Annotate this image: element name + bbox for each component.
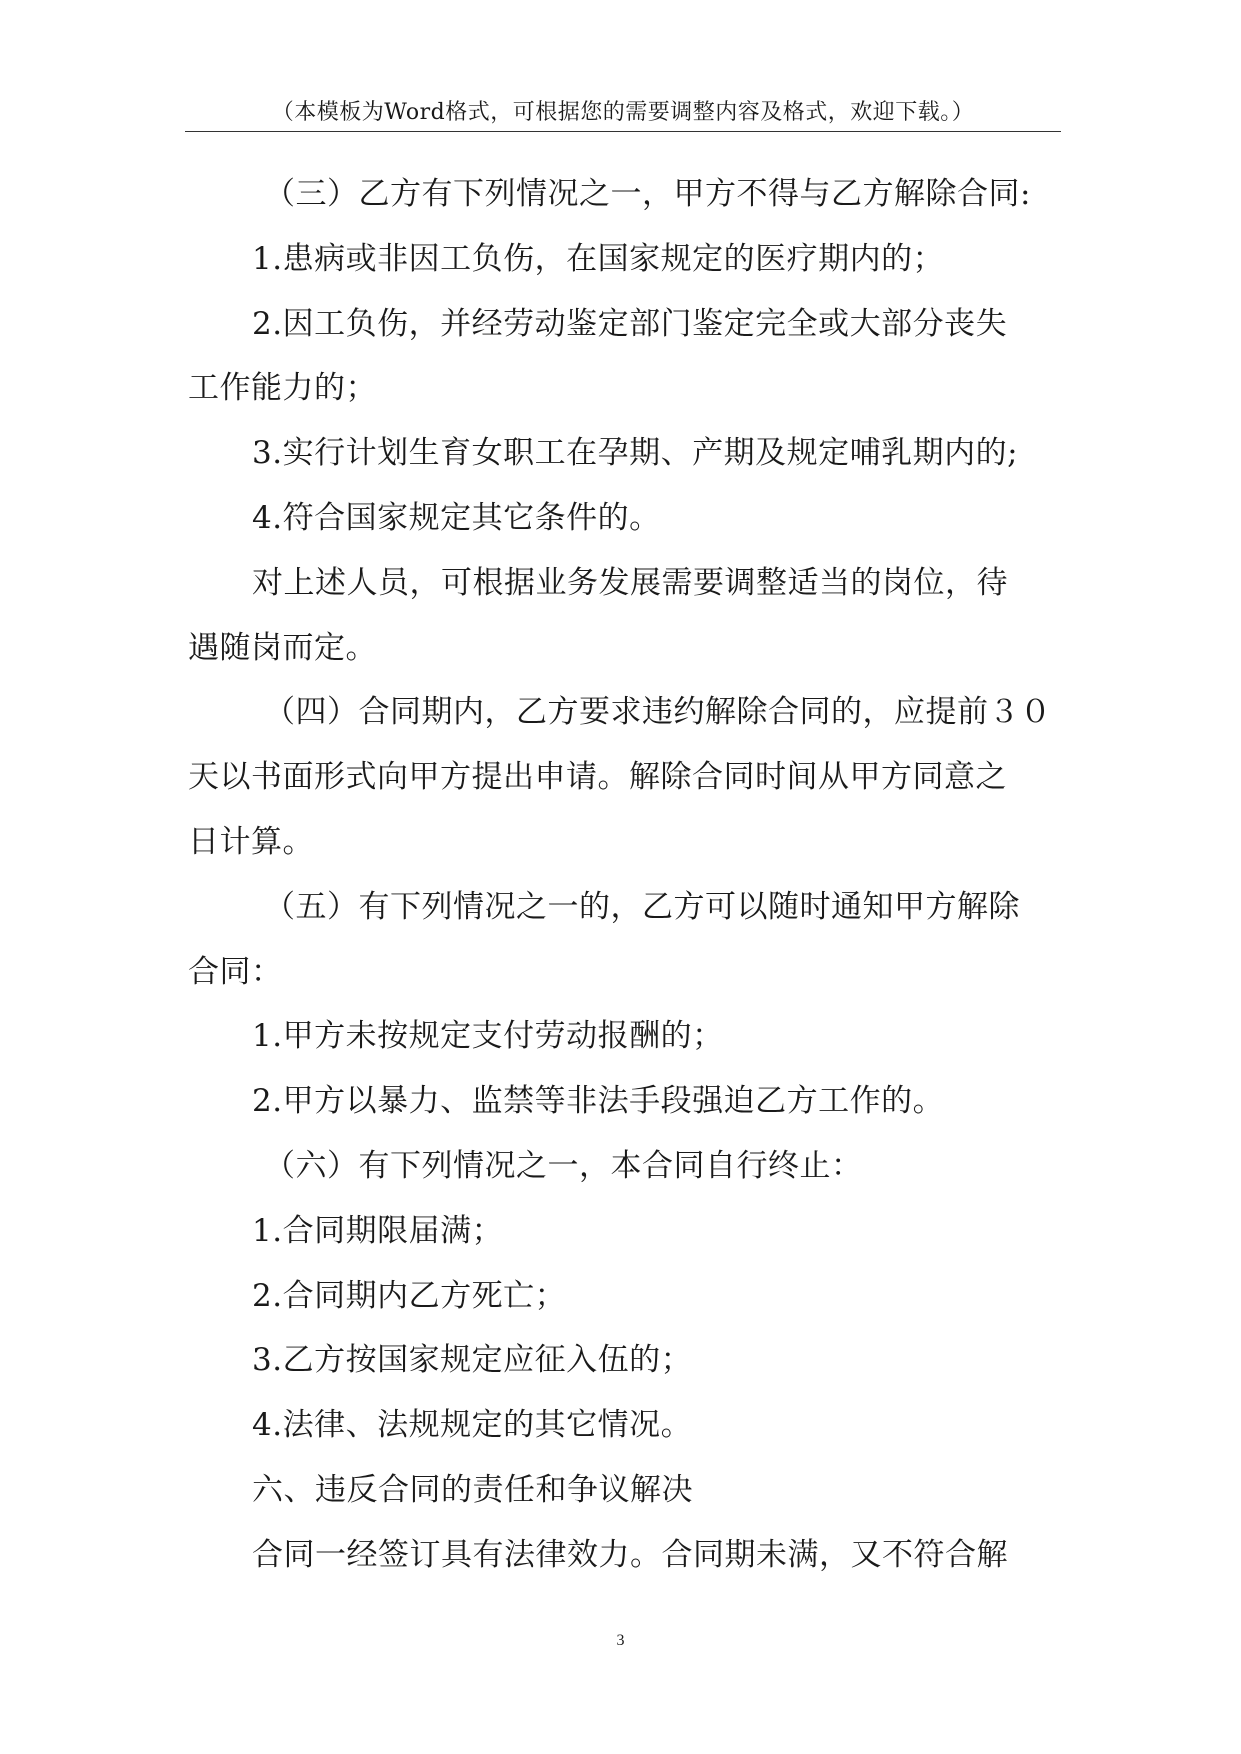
paragraph-continuation: 遇随岗而定。: [188, 629, 377, 666]
list-item: 1.甲方未按规定支付劳动报酬的；: [252, 1018, 724, 1055]
clause-3-heading: （三）乙方有下列情况之一，甲方不得与乙方解除合同:: [264, 176, 1031, 212]
paragraph-continuation: 天以书面形式向甲方提出申请。解除合同时间从甲方同意之: [188, 759, 1007, 796]
template-note-header: （本模板为Word格式，可根据您的需要调整内容及格式，欢迎下载。）: [271, 100, 975, 125]
list-item: 1.合同期限届满；: [252, 1212, 504, 1249]
list-item: 3.实行计划生育女职工在孕期、产期及规定哺乳期内的;: [252, 435, 1019, 472]
document-body: [188, 162, 1058, 1588]
paragraph-line: 对上述人员，可根据业务发展需要调整适当的岗位，待: [252, 564, 1008, 601]
list-item: 1.患病或非因工负伤，在国家规定的医疗期内的；: [252, 240, 945, 277]
page-number: 3: [616, 1632, 625, 1649]
list-item: 2.合同期内乙方死亡；: [252, 1277, 567, 1314]
list-item: 4.符合国家规定其它条件的。: [252, 499, 661, 536]
list-item: 3.乙方按国家规定应征入伍的；: [252, 1342, 693, 1379]
paragraph-line: 合同一经签订具有法律效力。合同期未满，又不符合解: [252, 1536, 1008, 1573]
list-item-continuation: 工作能力的；: [188, 370, 377, 407]
clause-5-line: （五）有下列情况之一的，乙方可以随时通知甲方解除: [264, 888, 1020, 925]
section-6-heading: 六、违反合同的责任和争议解决: [252, 1471, 693, 1508]
paragraph-continuation: 合同：: [188, 953, 283, 990]
list-item: 4.法律、法规规定的其它情况。: [252, 1407, 693, 1444]
list-item: 2.因工负伤，并经劳动鉴定部门鉴定完全或大部分丧失: [252, 305, 1008, 342]
clause-4-line: （四）合同期内，乙方要求违约解除合同的，应提前３０: [264, 694, 1052, 731]
paragraph-continuation: 日计算。: [188, 823, 314, 860]
list-item: 2.甲方以暴力、监禁等非法手段强迫乙方工作的。: [252, 1083, 945, 1120]
clause-6-heading: （六）有下列情况之一，本合同自行终止：: [264, 1147, 863, 1184]
header-divider: [185, 131, 1061, 132]
